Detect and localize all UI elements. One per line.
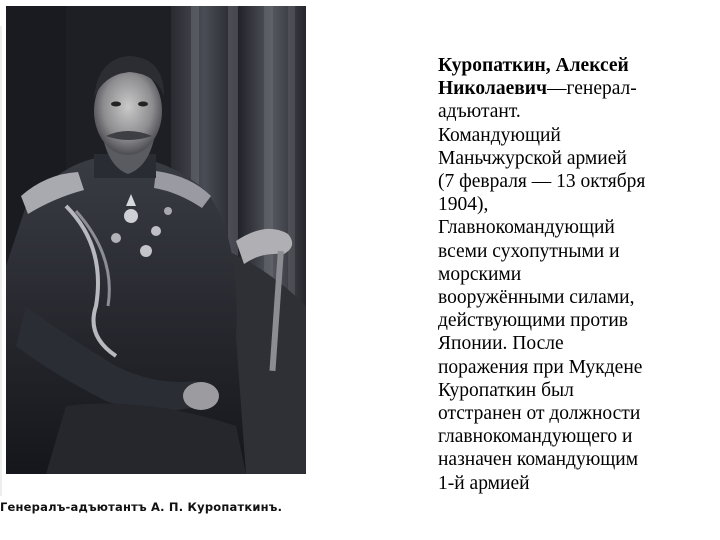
bio-line: 1904), xyxy=(438,194,489,216)
bio-line: морскими xyxy=(438,263,522,285)
bio-line: действующими против xyxy=(438,310,628,332)
bio-line: главнокомандующего и xyxy=(438,426,633,448)
bio-line: Главнокомандующий xyxy=(438,217,615,239)
photo-caption: Генералъ-адъютантъ А. П. Куропаткинъ. xyxy=(0,500,283,514)
bio-line: 1-й армией xyxy=(438,472,530,494)
bio-line: вооружёнными силами, xyxy=(438,287,635,309)
bio-title-start: —генерал- xyxy=(546,78,637,100)
bio-line: всеми сухопутными и xyxy=(438,240,620,262)
bio-line: Куропаткин был xyxy=(438,379,574,401)
bio-line: (7 февраля — 13 октября xyxy=(438,171,646,193)
bio-line: адъютант. xyxy=(438,101,521,123)
left-hand xyxy=(183,382,219,410)
bio-line: отстранен от должности xyxy=(438,403,641,425)
portrait-photo xyxy=(6,6,306,474)
medal-icon xyxy=(124,209,138,223)
bio-line: назначен командующим xyxy=(438,449,639,471)
bio-line: Японии. После xyxy=(438,333,564,355)
page-edge xyxy=(0,26,2,496)
bio-name-line-1: Куропаткин, Алексей xyxy=(438,55,629,76)
biography-text xyxy=(438,54,718,495)
bio-name-line-2 xyxy=(438,77,718,100)
bio-patronymic: Николаевич xyxy=(438,78,547,100)
bio-line: поражения при Мукдене xyxy=(438,356,643,378)
bio-line: Маньчжурской армией xyxy=(438,147,627,169)
bio-line: Командующий xyxy=(438,124,561,146)
portrait-illustration xyxy=(6,6,306,474)
